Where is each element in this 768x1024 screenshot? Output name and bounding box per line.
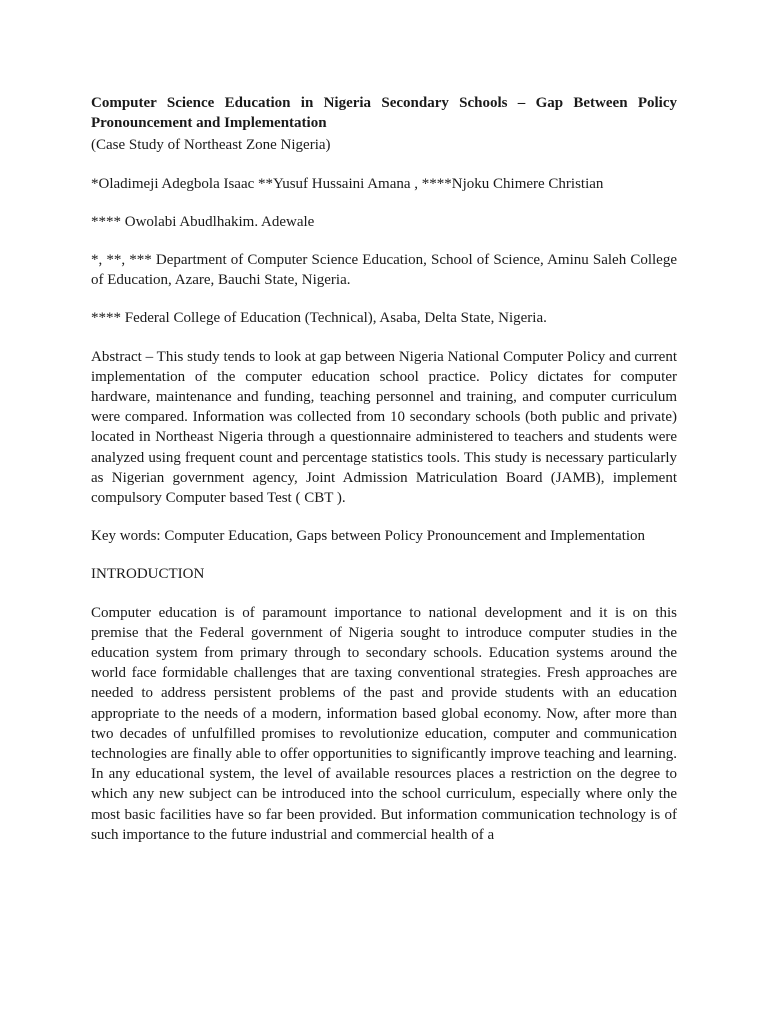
- abstract: Abstract – This study tends to look at gap between Nigeria National Computer Policy and current implementation of the computer education school practice. Policy dictates for computer hardware, maintenance and funding, teaching personnel and training, and computer curriculum were compared. Information was collected from 10 secondary schools (both public and private) located in Northeast Nigeria through a questionnaire administered to teachers and students were analyzed using frequent count and percentage statistics tools. This study is necessary particularly as Nigerian government agency, Joint Admission Matriculation Board (JAMB), implement compulsory Computer based Test ( CBT ).: [91, 348, 677, 507]
- affiliation-1: *, **, *** Department of Computer Science Education, School of Science, Aminu Saleh College of Education, Azare, Bauchi State, Nigeria.: [91, 252, 677, 289]
- paper-title: Computer Science Education in Nigeria Secondary Schools – Gap Between Policy Pronouncement and Implementation: [91, 95, 677, 132]
- paper-subtitle: (Case Study of Northeast Zone Nigeria): [91, 137, 331, 154]
- introduction-body: Computer education is of paramount importance to national development and it is on this premise that the Federal government of Nigeria sought to introduce computer studies in the education system from primary through to secondary schools. Education systems around the world face formidable challenges that are taxing conventional strategies. Fresh approaches are needed to address persistent problems of the past and provide students with an education appropriate to the needs of a modern, information based global economy. Now, after more than two decades of unfulfilled promises to revolutionize education, computer and communication technologies are finally able to offer opportunities to significantly improve teaching and learning. In any educational system, the level of available resources places a restriction on the degree to which any new subject can be introduced into the school curriculum, especially where only the most basic facilities have so far been provided. But information communication technology is of such importance to the future industrial and commercial health of a: [91, 604, 677, 843]
- authors-line-2: **** Owolabi Abudlhakim. Adewale: [91, 213, 315, 230]
- authors-line-1: *Oladimeji Adegbola Isaac **Yusuf Hussaini Amana , ****Njoku Chimere Christian: [91, 175, 604, 192]
- affiliation-2: **** Federal College of Education (Technical), Asaba, Delta State, Nigeria.: [91, 310, 547, 327]
- document-page: [91, 93, 677, 845]
- section-heading-introduction: INTRODUCTION: [91, 566, 205, 583]
- keywords: Key words: Computer Education, Gaps between Policy Pronouncement and Implementation: [91, 528, 646, 545]
